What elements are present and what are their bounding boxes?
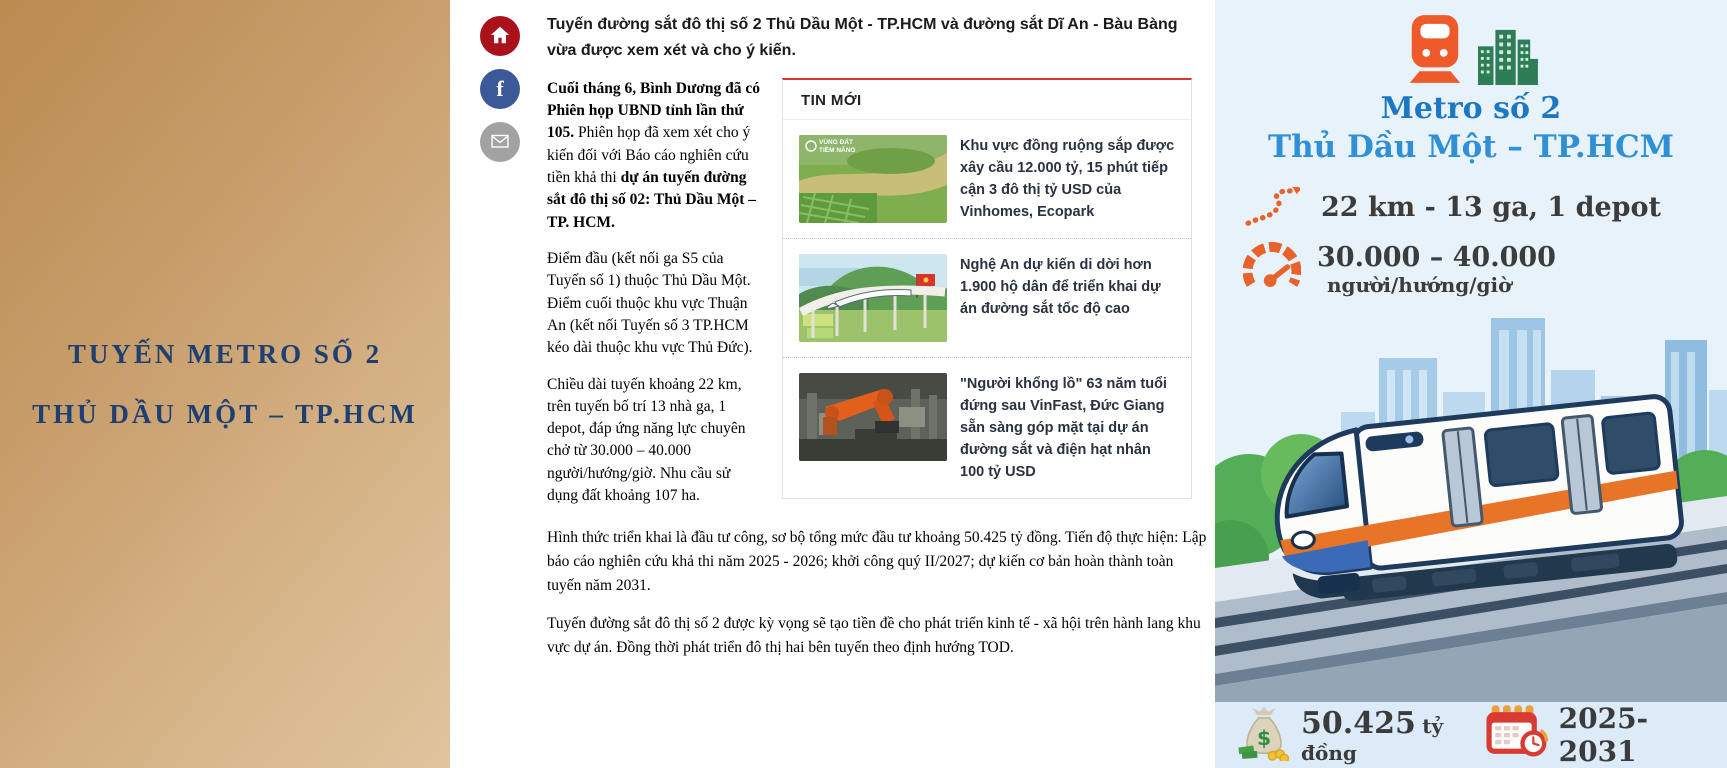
svg-text:TIỀM NĂNG: TIỀM NĂNG (819, 146, 856, 154)
stat-row-capacity (1243, 241, 1727, 298)
city-buildings-icon (1476, 27, 1538, 90)
paragraph-lead-bold: Cuối tháng 6, Bình Dương đã có Phiên họp UBND tỉnh lần thứ 105. (547, 79, 760, 142)
stat-capacity-unit: người/hướng/giờ (1327, 273, 1512, 298)
infographic-title-line1: Metro số 2 (1380, 91, 1562, 126)
news-item-title: "Người khổng lồ" 63 năm tuổi đứng sau VinFast, Đức Giang sẵn sàng góp mặt tại dự án đường sắt và điện hạt nhân 100 tỷ USD (960, 375, 1167, 481)
article-paragraph (547, 78, 763, 234)
cover-title-line2: THỦ DẦU MỘT – TP.HCM (32, 398, 418, 429)
news-item[interactable] (783, 238, 1191, 357)
share-column (480, 16, 520, 162)
article-body-column (547, 78, 763, 522)
latest-news-box (782, 78, 1192, 499)
metro-train-illustration (1215, 300, 1727, 702)
article-bottom-paragraphs (547, 526, 1207, 659)
infographic-panel (1215, 0, 1727, 768)
cost-unit: tỷ đồng (1301, 713, 1444, 765)
cover-title-line1: TUYẾN METRO SỐ 2 (67, 338, 383, 369)
timeline-value: 2025-2031 (1558, 702, 1649, 768)
facebook-icon: f (496, 76, 504, 101)
article-paragraph: Hình thức triển khai là đầu tư công, sơ bộ tổng mức đầu tư khoảng 50.425 tỷ đồng. Tiến độ thực hiện: Lập báo cáo nghiên cứu khả thi năm 2025 - 2026; khởi công quý II/2027; dự kiến cơ bản hoàn thành toàn tuyến năm 2031. (547, 529, 1207, 594)
cover-panel (0, 0, 450, 768)
news-item-title: Nghệ An dự kiến di dời hơn 1.900 hộ dân để triển khai dự án đường sắt tốc độ cao (960, 256, 1161, 317)
news-thumbnail-train-viaduct-illustration (799, 254, 947, 342)
svg-text:$: $ (1256, 725, 1272, 750)
infographic-title-line2: Thủ Dầu Một – TP.HCM (1268, 128, 1674, 165)
article-paragraph: Điểm đầu (kết nối ga S5 của Tuyến số 1) thuộc Thủ Dầu Một. Điểm cuối thuộc khu vực Thuận An (kết nối Tuyến số 3 TP.HCM kéo dài thuộc khu vực Thủ Đức). (547, 249, 753, 357)
article-paragraph: Tuyến đường sắt đô thị số 2 được kỳ vọng sẽ tạo tiền đề cho phát triển kinh tế - xã hội trên hành lang khu vực dự án. Đồng thời phát triển đô thị hai bên tuyến theo định hướng TOD. (547, 615, 1201, 656)
stat-capacity-value: 30.000 – 40.000 (1317, 242, 1556, 274)
cost-stat (1237, 705, 1483, 766)
latest-news-header: TIN MỚI (783, 80, 1191, 120)
news-thumbnail-factory-robot-photo (799, 373, 947, 461)
facebook-share-button[interactable] (480, 69, 520, 109)
paragraph-bold: dự án tuyến đường sắt đô thị số 02: Thủ Dầu Một – TP. HCM. (547, 169, 757, 231)
infographic-stats (1243, 182, 1727, 298)
infographic-header (1215, 18, 1727, 166)
timeline-stat (1483, 702, 1705, 768)
news-item-title: Khu vực đồng ruộng sắp được xây cầu 12.000 tỷ, 15 phút tiếp cận 3 đô thị tỷ USD của Vinhomes, Ecopark (960, 137, 1175, 220)
email-share-button[interactable] (480, 122, 520, 162)
speedometer-icon (1243, 241, 1301, 298)
money-bag-icon (1237, 705, 1291, 766)
cost-value: 50.425 (1301, 705, 1416, 741)
infographic-footer (1215, 702, 1727, 768)
article-headline: Tuyến đường sắt đô thị số 2 Thủ Dầu Một - TP.HCM và đường sắt Dĩ An - Bàu Bàng vừa được xem xét và cho ý kiến. (547, 16, 1178, 60)
stat-row-length (1243, 182, 1727, 233)
news-item[interactable] (783, 357, 1191, 498)
route-icon (1243, 182, 1305, 233)
article-content (547, 12, 1207, 674)
paragraph-text: Phiên họp đã xem xét cho ý kiến đối với Báo cáo nghiên cứu tiền khả thi (547, 124, 751, 187)
email-icon (488, 129, 512, 156)
calendar-clock-icon (1483, 705, 1549, 766)
news-item[interactable] (783, 120, 1191, 238)
metro-train-icon (1404, 13, 1466, 90)
stat-length-value: 22 km - 13 ga, 1 depot (1321, 192, 1662, 224)
article-paragraph: Chiều dài tuyến khoảng 22 km, trên tuyến bố trí 13 nhà ga, 1 depot, đáp ứng năng lực chuyên chở từ 30.000 – 40.000 người/hướng/giờ. Nhu cầu sử dụng đất khoảng 107 ha. (547, 375, 746, 505)
svg-text:VÙNG ĐẤT: VÙNG ĐẤT (819, 138, 853, 146)
home-icon (489, 24, 511, 49)
news-thumbnail-river-photo (799, 135, 947, 223)
home-button[interactable] (480, 16, 520, 56)
article-panel (450, 0, 1215, 768)
